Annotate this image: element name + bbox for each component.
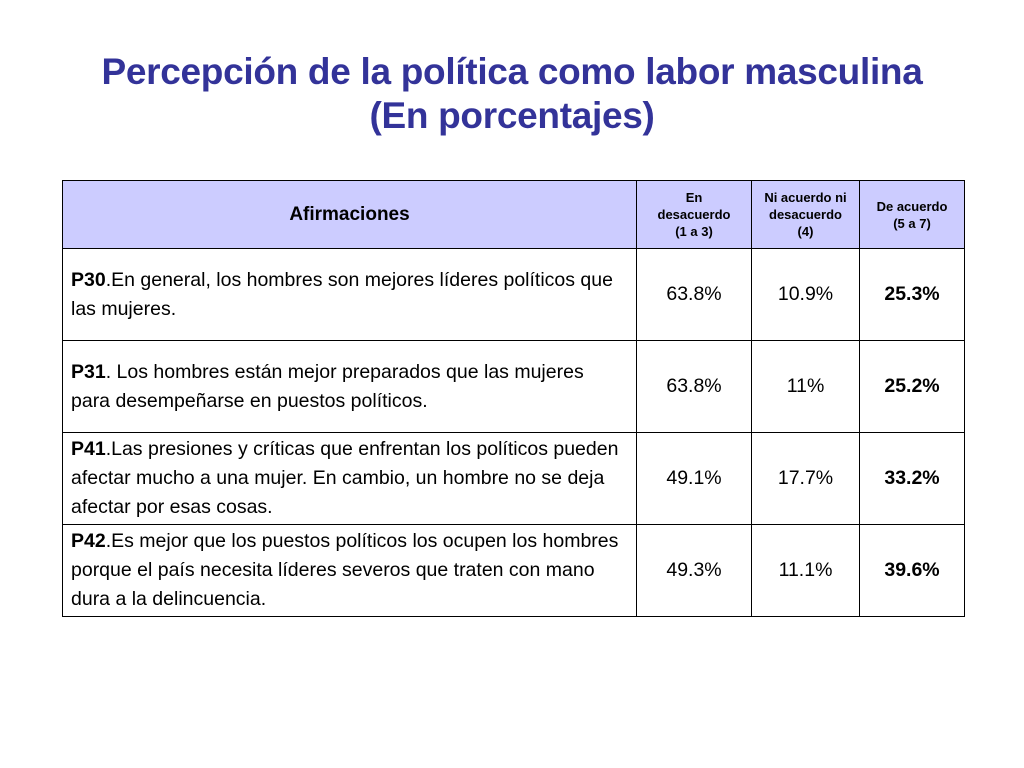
value-disagree: 63.8% <box>637 341 752 433</box>
statement-code: P41 <box>71 438 106 460</box>
statement-code: P42 <box>71 530 106 552</box>
value-agree: 25.3% <box>860 249 965 341</box>
value-agree: 33.2% <box>860 433 965 525</box>
statement-text: . Los hombres están mejor preparados que las mujeres para desempeñarse en puestos políticos. <box>71 360 584 412</box>
header-neutral-line3: (4) <box>797 224 814 239</box>
table-row <box>63 433 965 525</box>
header-agree-line1: De acuerdo <box>876 198 948 214</box>
statement-text: .Las presiones y críticas que enfrentan los políticos pueden afectar mucho a una mujer. En cambio, un hombre no se deja afectar por esas cosas. <box>71 438 619 518</box>
value-agree: 25.2% <box>860 341 965 433</box>
header-statements-label: Afirmaciones <box>289 204 410 225</box>
value-neutral: 11% <box>752 341 860 433</box>
header-disagree-line2: desacuerdo <box>657 207 731 222</box>
statement-text: .Es mejor que los puestos políticos los ocupen los hombres porque el país necesita líderes severos que traten con mano dura a la delincuencia. <box>71 530 619 610</box>
value-disagree: 49.3% <box>637 525 752 617</box>
perception-table <box>62 180 965 617</box>
statement-text: .En general, los hombres son mejores líderes políticos que las mujeres. <box>71 268 613 320</box>
table-row <box>63 249 965 341</box>
statement-code: P30 <box>71 268 106 291</box>
value-neutral: 10.9% <box>752 249 860 341</box>
header-statements <box>63 181 637 249</box>
title-line-1: Percepción de la política como labor masculina <box>101 51 923 92</box>
statement-cell <box>63 249 637 341</box>
statement-cell <box>63 525 637 617</box>
statement-cell <box>63 433 637 525</box>
table-row <box>63 341 965 433</box>
header-agree-line2: (5 a 7) <box>893 215 931 231</box>
value-disagree: 49.1% <box>637 433 752 525</box>
header-disagree <box>637 181 752 249</box>
table-row <box>63 525 965 617</box>
header-neutral-line1: Ni acuerdo ni <box>764 190 847 205</box>
value-disagree: 63.8% <box>637 249 752 341</box>
value-agree: 39.6% <box>860 525 965 617</box>
statement-cell <box>63 341 637 433</box>
header-disagree-line3: (1 a 3) <box>675 224 713 239</box>
statement-code: P31 <box>71 360 106 383</box>
table-header-row <box>63 181 965 249</box>
value-neutral: 11.1% <box>752 525 860 617</box>
value-neutral: 17.7% <box>752 433 860 525</box>
header-neutral <box>752 181 860 249</box>
header-neutral-line2: desacuerdo <box>769 207 842 222</box>
slide-title <box>40 50 984 138</box>
header-agree <box>860 181 965 249</box>
header-disagree-line1: En <box>685 190 703 205</box>
title-line-2: (En porcentajes) <box>369 95 655 136</box>
